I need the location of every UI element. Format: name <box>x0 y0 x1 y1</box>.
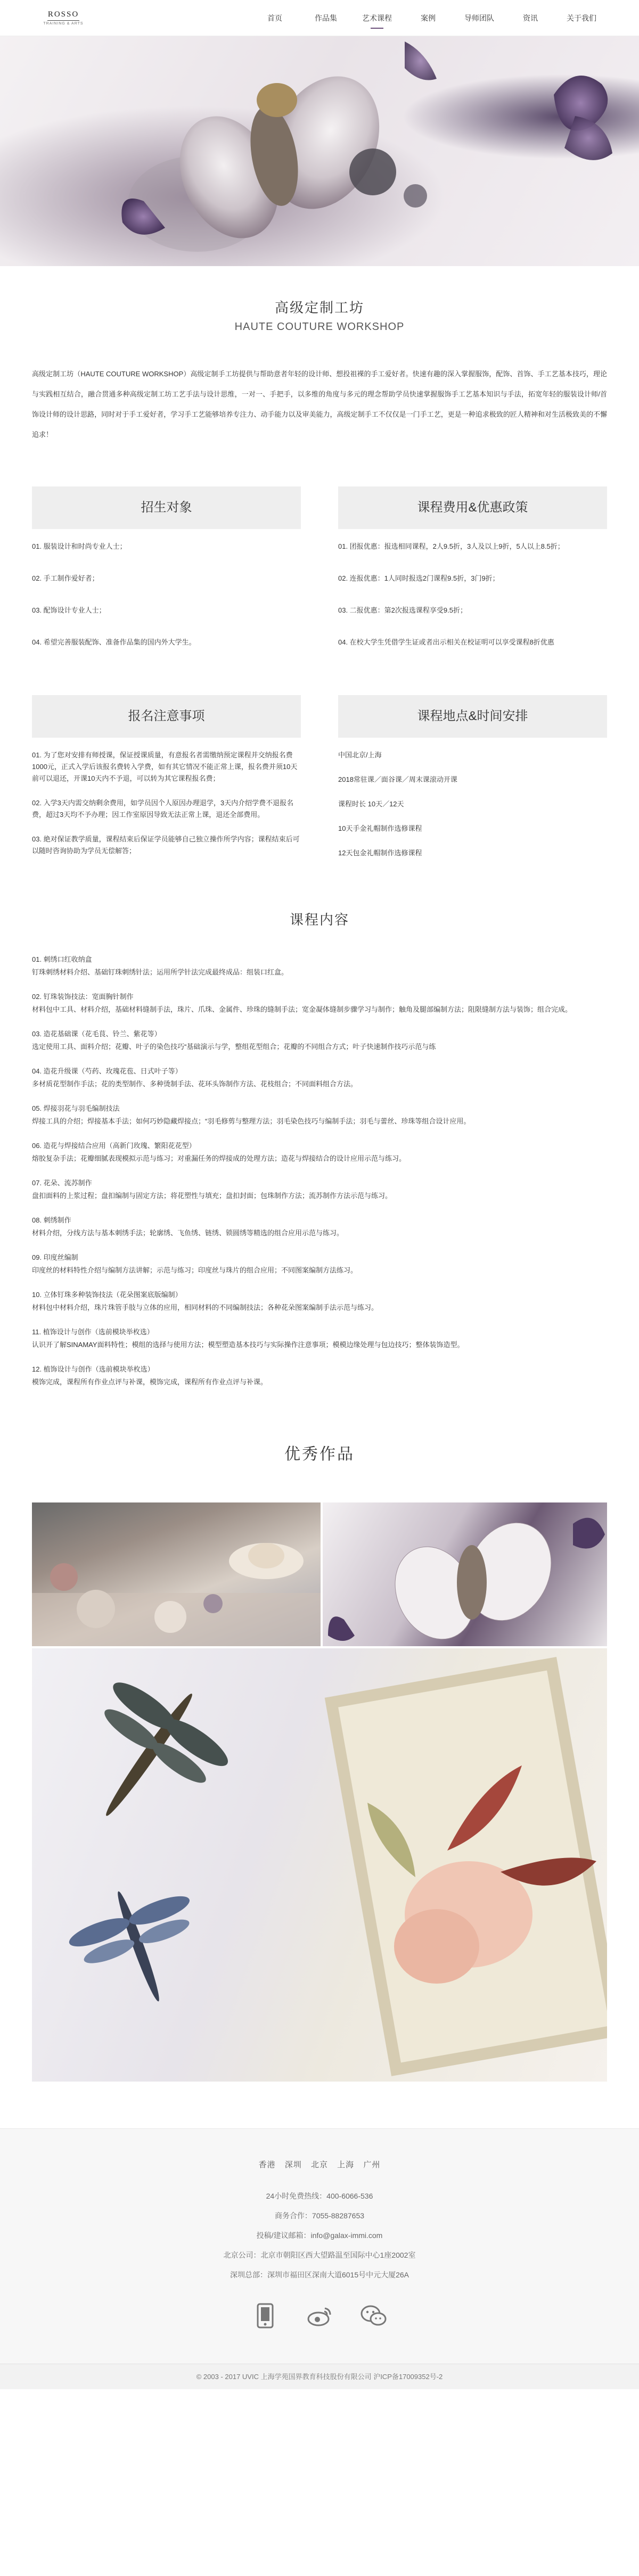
list-item: 03. 絶对保证教学质量，课程结束后保证学员能够自己独立操作所学内容；课程结束后可以随时咨询协助为学员无偿解答； <box>32 835 300 855</box>
course-item-desc: 钉珠刺绣材料介绍、基础钉珠刺绣针法；运用所学针法完成最终成品：组装口红盒。 <box>32 968 289 976</box>
course-item-title: 07. 花朵、流苏制作 <box>32 1179 92 1187</box>
list-item: 01. 团报优惠：报选相同课程，2人9.5折，3人及以上9折，5人以上8.5折； <box>338 542 564 550</box>
work-image-dragonflies[interactable] <box>32 1648 607 2082</box>
course-item-desc: 材料包中工具、材料介绍，基础材料缝制手法，珠片、爪珠、金属件、珍珠的缝制手法；宽金凝体缝制步骤学习与制作；触角及腿部编制方法；阻限缝制方法与装饰；组合完成。 <box>32 1005 572 1013</box>
course-item-title: 10. 立体钉珠多种装饰技法（花朵图案底版编制） <box>32 1291 182 1299</box>
course-item-title: 02. 钉珠装饰技法：宽面胸针制作 <box>32 993 134 1001</box>
course-item <box>32 1363 607 1389</box>
list-item: 01. 服装设计和时尚专业人士； <box>32 542 127 550</box>
nav-cases[interactable]: 案例 <box>421 14 436 22</box>
shenzhen-address: 深圳总部：深圳市福田区深南大道6015号中元大厦26A <box>230 2270 409 2279</box>
list-item: 03. 配饰设计专业人士； <box>32 606 106 614</box>
city-link[interactable]: 上海 <box>337 2160 355 2169</box>
list-item: 04. 在校大学生凭借学生证或者出示相关在校证明可以享受课程8折优惠 <box>338 638 554 646</box>
city-links <box>0 2159 639 2170</box>
course-item-desc: 材料介绍，分线方法与基本刺绣手法；轮廓绣、飞鱼绣、链绣、锁圆绣等精选的组合应用示范与练习。 <box>32 1229 344 1237</box>
list-item: 02. 连报优惠：1人同时报选2门课程9.5折，3门9折； <box>338 574 499 582</box>
nav-mentors[interactable]: 导师团队 <box>464 14 494 22</box>
location-panel <box>338 695 607 872</box>
course-item-desc: 认识开了解SINAMAY面料特性；模组的选择与使用方法；模型塑造基本技巧与实际操作注意事项；模模边缘处理与包边技巧；整体装饰造型。 <box>32 1341 464 1349</box>
panels-row-2 <box>32 695 607 872</box>
hero-artwork <box>0 36 639 266</box>
list-item: 2018常驻课／面谷课／周末课滚动开课 <box>338 775 457 783</box>
panel-title: 招生对象 <box>32 486 301 529</box>
work-image-hats[interactable] <box>32 1502 321 1646</box>
panels-row-1 <box>32 486 607 668</box>
logo-text: ROSSO <box>47 10 79 19</box>
course-item-title: 11. 植饰设计与创作（选前模块举枚选） <box>32 1328 154 1336</box>
course-item-title: 04. 造花升级课（芍药、玫瑰花苞、日式叶子等） <box>32 1067 182 1075</box>
panel-title: 报名注意事项 <box>32 695 301 738</box>
beijing-address: 北京公司：北京市朝阳区西大望路温至国际中心1座2002室 <box>223 2251 416 2259</box>
course-item <box>32 990 607 1016</box>
list-item: 04. 希望完善服装配饰、准备作品集的国内外大学生。 <box>32 638 196 646</box>
list-item: 03. 二报优惠：第2次报选课程享受9.5折； <box>338 606 467 614</box>
course-item-title: 06. 造花与焊接结合应用（高新门玫瑰、繁阳花花型） <box>32 1142 196 1150</box>
course-item-title: 05. 焊接羽花与羽毛编制技法 <box>32 1104 120 1112</box>
nav-works[interactable]: 作品集 <box>315 14 337 22</box>
hotline: 24小时免费热线：400-6066-536 <box>266 2192 373 2200</box>
work-artwork <box>32 1502 321 1646</box>
weibo-icon[interactable] <box>306 2302 333 2330</box>
course-item-desc: 印度丝的材料特性介绍与编制方法讲解；示范与练习；印度丝与珠片的组合应用；不同图案编制方法练习。 <box>32 1266 358 1274</box>
works-title: 优秀作品 <box>284 1446 355 1463</box>
city-link[interactable]: 深圳 <box>284 2160 302 2169</box>
course-item <box>32 1028 607 1053</box>
wechat-icon[interactable] <box>360 2302 388 2330</box>
list-item: 12天包金礼帽制作选修课程 <box>338 849 422 857</box>
list-item: 01. 为了您对安排有师授课，保证授课质量，有意报名者需缴纳预定课程并交纳报名费1000元，正式入学后该报名费转入学费，如有其它情况不能正常上课，报名费并须10天前可以退还，开课10天内不予退，可以转为其它课程报名费； <box>32 751 298 782</box>
nav-about[interactable]: 关于我们 <box>567 14 596 22</box>
course-item-desc: 盘扣面料的上浆过程；盘扣编制与固定方法；将花塑性与填充；盘扣封面；包珠制作方法；流苏制作方法示范与练习。 <box>32 1192 392 1200</box>
works-gallery <box>32 1502 607 2082</box>
intro-title: 高级定制工坊 <box>274 300 364 316</box>
course-item-desc: 熔胶复杂手法；花瓣细腻表现模拟示范与练习；对重漏任务的焊接成的处理方法；造花与焊接结合的设计应用示范与练习。 <box>32 1154 406 1162</box>
copyright: © 2003 - 2017 UVIC 上海学苑国界教育科技股份有限公司 沪ICP备17009352号-2 <box>0 2364 639 2389</box>
intro-subtitle: HAUTE COUTURE WORKSHOP <box>234 321 405 333</box>
course-item-desc: 材料包中材料介绍，珠片珠管手肢与立体的应用，相同材料的不同编制技法；各种花朵图案编制手法示范与练习。 <box>32 1303 379 1311</box>
wechat-glyph <box>361 2305 387 2327</box>
site-header <box>0 0 639 36</box>
panel-title: 课程费用&优惠政策 <box>338 486 607 529</box>
intro-text: 高级定制工坊（HAUTE COUTURE WORKSHOP）高级定制手工坊提供与帮助意者年轻的设计师、想投祖裸的手工爱好者。快速有趣的深入掌握服饰，配饰、首饰、手工艺基本技巧，理论与实践相互结合，融合贯通多种高级定制工坊工艺手法与设计思维，一对一、手把手，以多维的角度与多元的理念帮助学员快速掌握服饰手工艺基本知识与手法，拓宽年轻的服装设计师/首饰设计师的设计思路，同时对于手工爱好者，学习手工艺能够培养专注力、动手能力以及审美能力，高级定制手工不仅仅是一门手工艺，更是一种追求极致的匠人精神和对生活极致美的不懈追求！ <box>32 370 607 439</box>
list-item: 课程时长 10天／12天 <box>338 800 404 808</box>
course-item-title: 08. 刺绣制作 <box>32 1216 71 1224</box>
course-title: 课程内容 <box>289 912 349 928</box>
work-image-brooch[interactable] <box>323 1502 607 1646</box>
list-item: 02. 手工制作爱好者； <box>32 574 99 582</box>
course-item <box>32 1326 607 1351</box>
work-artwork <box>323 1502 607 1646</box>
course-item-title: 01. 刺绣口红收纳盒 <box>32 955 92 963</box>
course-item-desc: 焊接工具的介绍；焊接基本手法；如何巧妙隐藏焊接点；“羽毛修剪与整理方法；羽毛染色技巧与编制手法；羽毛与蕾丝、珍珠等组合设计应用。 <box>32 1117 471 1125</box>
logo[interactable] <box>42 4 85 31</box>
logo-subtext: TRAINING & ARTS <box>43 21 84 26</box>
fees-panel <box>338 486 607 668</box>
course-item-desc: 模饰完成，课程所有作业点评与补课，模饰完成，课程所有作业点评与补课。 <box>32 1378 268 1386</box>
notes-panel <box>32 695 301 872</box>
work-artwork <box>32 1648 607 2082</box>
phone-icon[interactable] <box>251 2302 279 2330</box>
course-item <box>32 1102 607 1128</box>
course-item <box>32 1289 607 1314</box>
panel-title: 课程地点&时间安排 <box>338 695 607 738</box>
hero-banner <box>0 36 639 266</box>
logo-rule <box>47 20 79 21</box>
course-item <box>32 1251 607 1277</box>
business-contact: 商务合作：7055-88287653 <box>274 2211 365 2220</box>
course-item-desc: 多材质花型制作手法；花的类型制作、多种烫制手法、花环头饰制作方法、花枝组合；不同面料组合方法。 <box>32 1080 358 1088</box>
course-item-title: 09. 印度丝编制 <box>32 1253 78 1261</box>
course-item <box>32 953 607 979</box>
list-item: 02. 入学3天内需交纳剩余费用，如学员因个人原因办理退学，3天内介绍学费不退报名费，超过3天均不予办理；因工作室原因导致无法正常上课，退还全部费用。 <box>32 799 294 819</box>
course-list <box>32 953 607 1389</box>
course-item-title: 03. 造花基础课（花毛茛、铃兰、紫花等） <box>32 1030 161 1038</box>
course-item-title: 12. 植饰设计与创作（选前模块举枚选） <box>32 1365 154 1373</box>
course-item <box>32 1214 607 1240</box>
site-footer <box>0 2128 639 2389</box>
course-item <box>32 1140 607 1165</box>
nav-news[interactable]: 资讯 <box>523 14 538 22</box>
course-item-desc: 选定使用工具、面料介绍；花瓣、叶子的染色技巧“基础演示与学，整组花型组合；花瓣的不同组合方式；叶子快速制作技巧示范与练 <box>32 1043 436 1051</box>
list-item: 中国北京/上海 <box>338 751 382 759</box>
social-icons <box>0 2302 639 2330</box>
weibo-glyph <box>307 2305 332 2326</box>
main-nav <box>249 0 607 36</box>
phone-glyph <box>256 2303 274 2329</box>
nav-courses[interactable]: 艺术课程 <box>351 13 403 23</box>
city-link[interactable]: 广州 <box>363 2160 381 2169</box>
course-item <box>32 1177 607 1202</box>
list-item: 10天手金礼帽制作选修课程 <box>338 824 422 832</box>
nav-home[interactable]: 首页 <box>267 14 282 22</box>
course-item <box>32 1065 607 1091</box>
enrollment-panel <box>32 486 301 668</box>
city-link[interactable]: 北京 <box>310 2160 328 2169</box>
email[interactable]: 投稿/建议邮箱：info@galax-immi.com <box>256 2231 383 2240</box>
city-link[interactable]: 香港 <box>258 2160 276 2169</box>
